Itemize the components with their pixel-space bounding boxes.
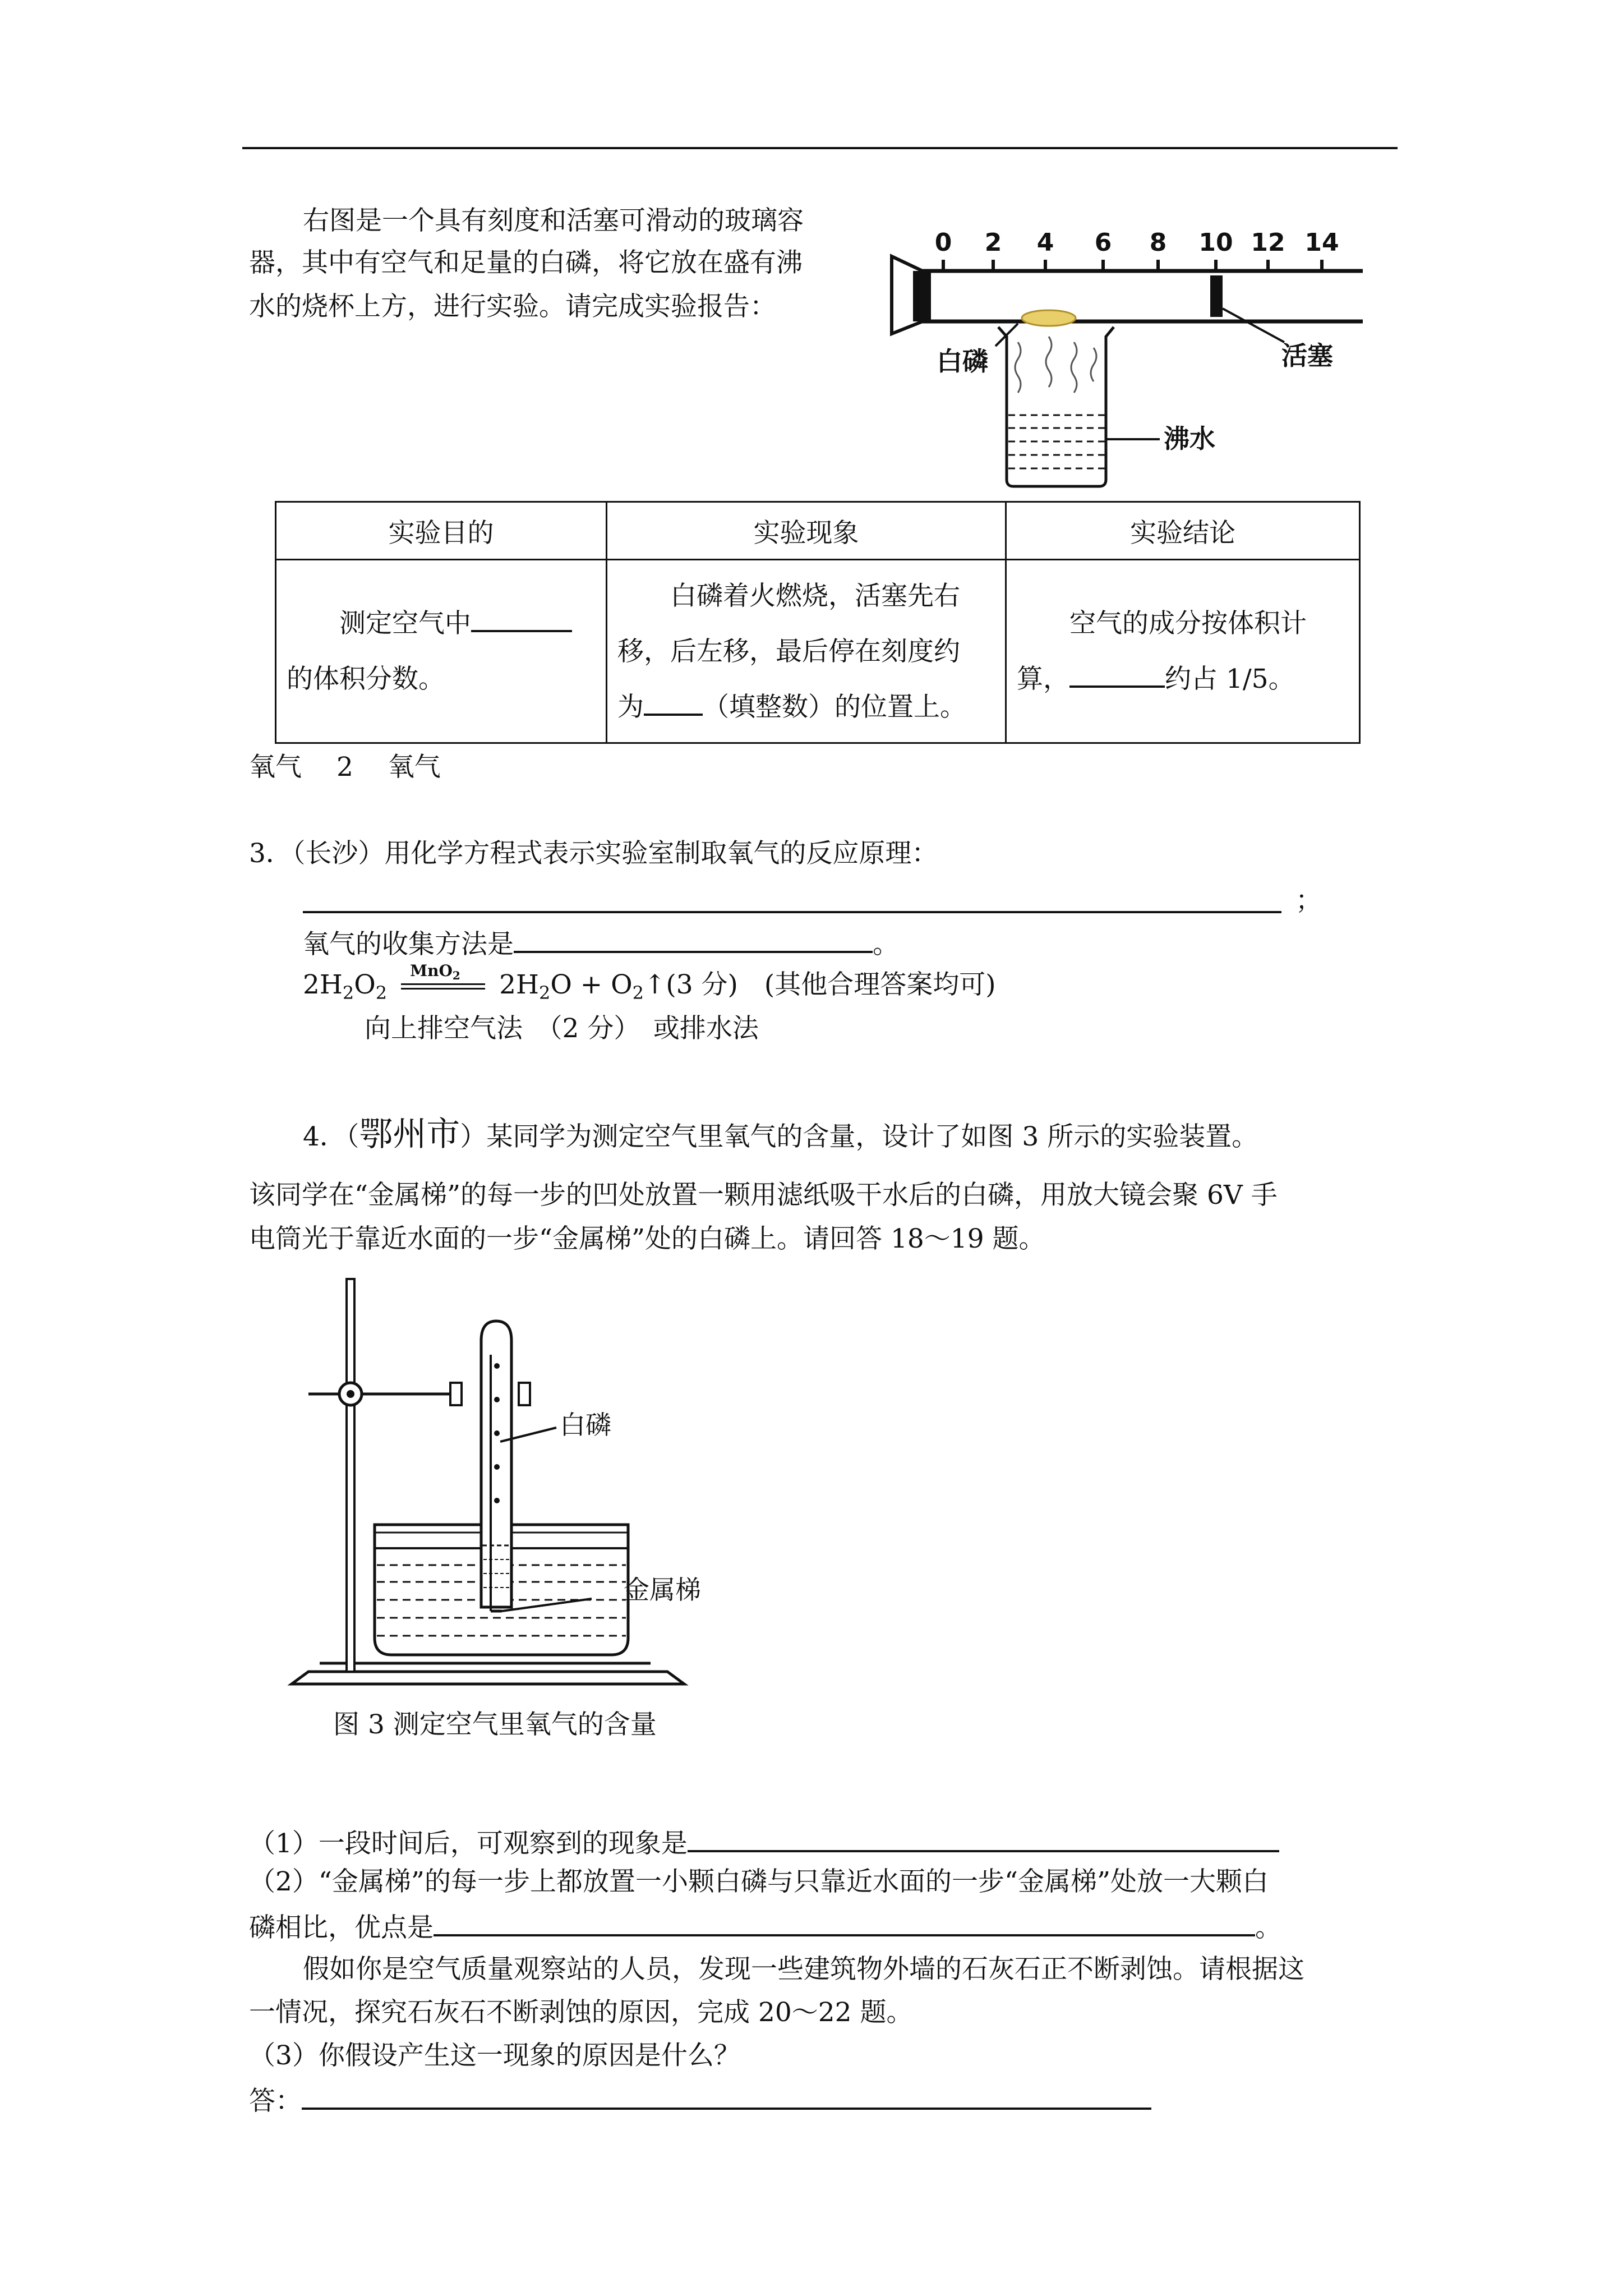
eq-sub: 2 xyxy=(538,982,551,1004)
q4-sub3: （3）你假设产生这一现象的原因是什么？ xyxy=(249,2040,740,2071)
header-rule xyxy=(242,147,1398,149)
scale-label: 6 xyxy=(1094,228,1112,257)
eq-part: ↑(3 分) (其他合理答案均可) xyxy=(644,969,996,1000)
catalyst-arrow xyxy=(395,961,491,998)
q3-collection-prompt xyxy=(303,928,899,958)
figure3-caption: 图 3 测定空气里氧气的含量 xyxy=(333,1709,657,1740)
q4-line1 xyxy=(303,1115,1258,1154)
eq-sub: 2 xyxy=(342,982,354,1004)
purpose-text-a: 测定空气中 xyxy=(339,608,471,639)
syringe-apparatus-figure xyxy=(880,222,1385,502)
figure3-phosphorus-label: 白磷 xyxy=(560,1410,611,1440)
q3-collection-end: 。 xyxy=(873,929,899,960)
q4-line1-text: 某同学为测定空气里氧气的含量，设计了如图 3 所示的实验装置。 xyxy=(486,1121,1258,1152)
q4-sub2-end: 。 xyxy=(1255,1912,1281,1943)
eq-part: 2H xyxy=(499,969,539,1000)
conclusion-cell xyxy=(1006,560,1360,743)
scale-label: 12 xyxy=(1251,228,1285,257)
q4-sub2-text: 磷相比，优点是 xyxy=(249,1912,434,1943)
table-header-phenomenon: 实验现象 xyxy=(607,502,1006,560)
purpose-text-b: 的体积分数。 xyxy=(287,664,445,694)
conclusion-text-a: 空气的成分按体积计 xyxy=(1069,608,1307,639)
q4-paren: （ xyxy=(345,1121,359,1152)
q2-answer: 氧气 2 氧气 xyxy=(249,752,441,783)
q2-intro-line1: 右图是一个具有刻度和活塞可滑动的玻璃容 xyxy=(303,205,804,236)
conclusion-text-b: 算， xyxy=(1017,664,1069,694)
q2-intro-line2: 器，其中有空气和足量的白磷，将它放在盛有沸 xyxy=(249,247,803,278)
table-header-purpose: 实验目的 xyxy=(276,502,607,560)
experiment-report-table xyxy=(275,501,1361,744)
catalyst-text: MnO xyxy=(410,961,453,980)
phenomenon-text-d: （填整数）的位置上。 xyxy=(703,691,966,723)
q3-end-mark: ； xyxy=(1295,885,1322,916)
q4-paren: ） xyxy=(460,1121,487,1152)
q4-sub1 xyxy=(249,1828,1279,1857)
q4-line3: 电筒光于靠近水面的一步“金属梯”处的白磷上。请回答 18～19 题。 xyxy=(249,1223,1045,1254)
purpose-blank xyxy=(471,608,572,632)
q3-prompt: 3．（长沙）用化学方程式表示实验室制取氧气的反应原理： xyxy=(249,838,938,869)
phenomenon-cell xyxy=(607,560,1006,743)
q4-line2: 该同学在“金属梯”的每一步的凹处放置一颗用滤纸吸干水后的白磷，用放大镜会聚 6V 手 xyxy=(249,1180,1278,1211)
table-header-conclusion: 实验结论 xyxy=(1006,502,1360,560)
q4-answer-blank xyxy=(302,2085,1151,2110)
purpose-cell xyxy=(276,560,607,743)
piston-label: 活塞 xyxy=(1281,341,1333,371)
q3-equation xyxy=(303,961,996,1004)
catalyst-line xyxy=(401,983,485,985)
figure3-ladder-label: 金属梯 xyxy=(624,1575,701,1605)
q4-para-line1: 假如你是空气质量观察站的人员，发现一些建筑物外墙的石灰石正不断剥蚀。请根据这 xyxy=(303,1954,1304,1985)
q4-number: 4． xyxy=(303,1121,346,1152)
phenomenon-text-a: 白磷着火燃烧，活塞先右 xyxy=(670,580,960,611)
q3-collection-blank xyxy=(514,928,873,953)
phenomenon-text-b: 移，后左移，最后停在刻度约 xyxy=(617,636,960,667)
q2-intro-line3: 水的烧杯上方，进行实验。请完成实验报告： xyxy=(249,291,776,322)
scale-label: 4 xyxy=(1036,228,1054,257)
q4-sub1-blank xyxy=(688,1828,1279,1852)
q4-answer-line xyxy=(249,2085,1151,2114)
catalyst-sub: 2 xyxy=(452,969,460,982)
metal-ladder-apparatus-figure xyxy=(280,1268,740,1705)
q4-sub2-line1: （2）“金属梯”的每一步上都放置一小颗白磷与只靠近水面的一步“金属梯”处放一大颗白 xyxy=(249,1866,1269,1897)
q3-answer2: 向上排空气法 （2 分） 或排水法 xyxy=(365,1013,759,1044)
q4-answer-label: 答： xyxy=(249,2086,302,2116)
q4-sub2-blank xyxy=(434,1912,1255,1936)
eq-part: O xyxy=(354,969,376,1000)
scale-label: 0 xyxy=(934,228,952,257)
q4-sub2-line2 xyxy=(249,1912,1281,1941)
scale-label: 10 xyxy=(1198,228,1233,257)
phosphorus-label: 白磷 xyxy=(937,346,988,376)
eq-part: 2H xyxy=(303,969,343,1000)
eq-sub: 2 xyxy=(632,982,644,1004)
conclusion-blank xyxy=(1069,663,1165,688)
conclusion-text-c: 约占 1/5。 xyxy=(1165,664,1295,694)
catalyst-line xyxy=(401,988,485,990)
scale-label: 8 xyxy=(1149,228,1167,257)
table-header-row xyxy=(276,502,1360,560)
phenomenon-blank xyxy=(644,691,703,716)
q3-collection-text: 氧气的收集方法是 xyxy=(303,929,514,960)
scale-label: 14 xyxy=(1304,228,1339,257)
q4-para-line2: 一情况，探究石灰石不断剥蚀的原因，完成 20～22 题。 xyxy=(249,1997,913,2028)
q4-sub1-text: （1）一段时间后，可观察到的现象是 xyxy=(249,1828,688,1859)
scale-label: 2 xyxy=(984,228,1002,257)
eq-sub: 2 xyxy=(375,982,388,1004)
q3-equation-blank xyxy=(303,911,1281,913)
eq-part: O + O xyxy=(550,969,633,1000)
boiling-water-label: 沸水 xyxy=(1164,424,1215,454)
q4-source: 鄂州市 xyxy=(359,1115,460,1154)
phenomenon-text-c: 为 xyxy=(617,691,644,723)
table-row xyxy=(276,560,1360,743)
catalyst-label xyxy=(410,963,460,981)
